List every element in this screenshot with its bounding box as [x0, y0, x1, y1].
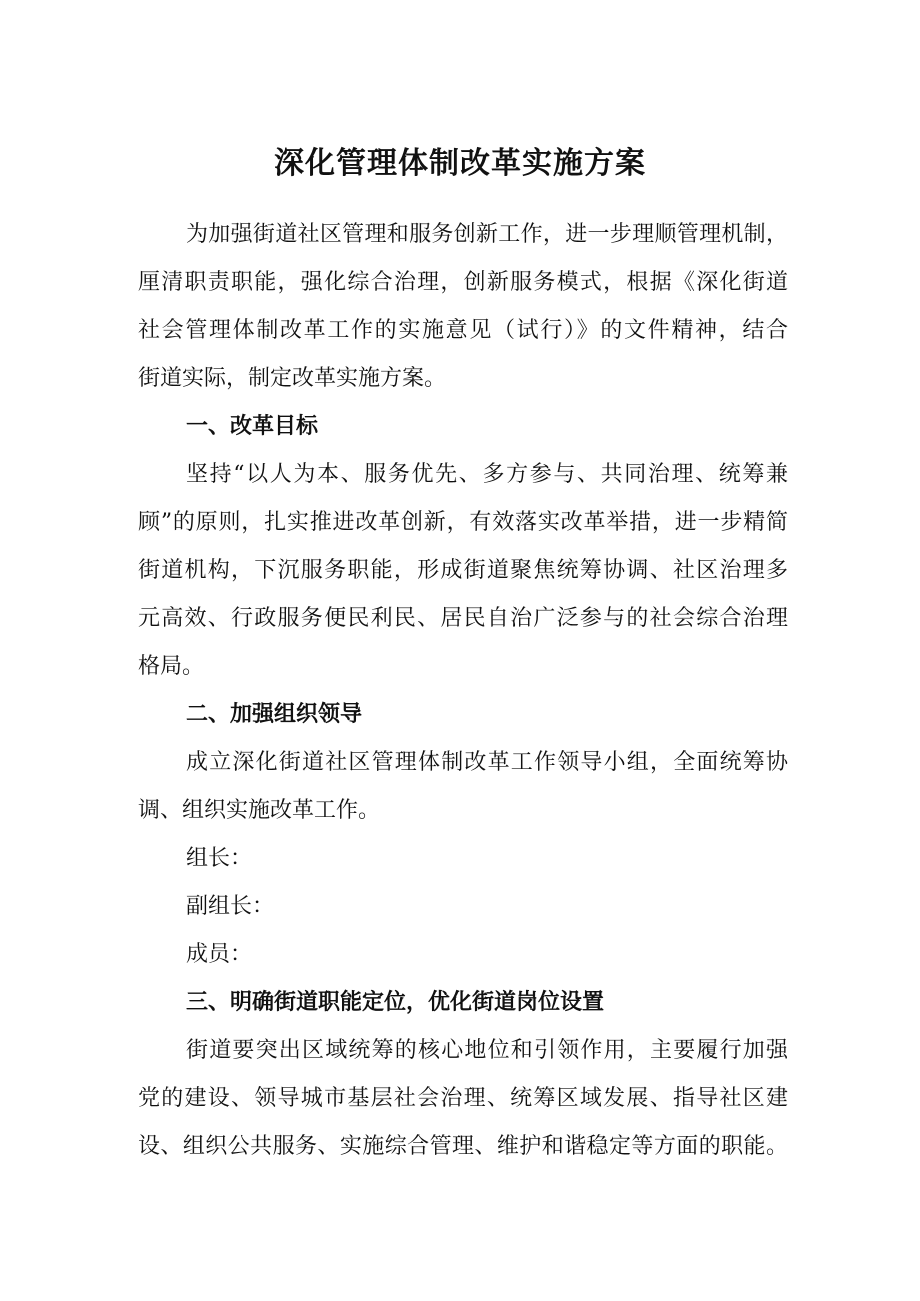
document-title: 深化管理体制改革实施方案	[274, 146, 646, 181]
section1-line-1: 坚持“以人为本、服务优先、多方参与、共同治理、统筹兼	[186, 462, 788, 487]
intro-line-2: 厘清职责职能，强化综合治理，创新服务模式，根据《深化街道	[138, 270, 788, 295]
deputy-leader-label: 副组长：	[186, 894, 275, 919]
section1-line-2: 顾”的原则，扎实推进改革创新，有效落实改革举措，进一步精简	[138, 510, 788, 535]
section1-line-4: 元高效、行政服务便民利民、居民自治广泛参与的社会综合治理	[138, 606, 788, 631]
intro-line-1: 为加强街道社区管理和服务创新工作，进一步理顺管理机制，	[186, 222, 788, 247]
section2-heading: 二、加强组织领导	[186, 702, 363, 727]
section2-line-2: 调、组织实施改革工作。	[138, 798, 381, 823]
intro-line-4: 街道实际，制定改革实施方案。	[138, 366, 447, 391]
section1-heading: 一、改革目标	[186, 414, 319, 439]
section1-line-3: 街道机构，下沉服务职能，形成街道聚焦统筹协调、社区治理多	[138, 558, 788, 583]
intro-line-3: 社会管理体制改革工作的实施意见（试行）》的文件精神，结合	[138, 318, 788, 343]
section2-line-1: 成立深化街道社区管理体制改革工作领导小组，全面统筹协	[186, 750, 788, 775]
leader-label: 组长：	[186, 846, 253, 871]
section3-heading: 三、明确街道职能定位，优化街道岗位设置	[186, 990, 605, 1015]
section3-line-3: 设、组织公共服务、实施综合管理、维护和谐稳定等方面的职能。	[138, 1134, 788, 1159]
section3-line-2: 党的建设、领导城市基层社会治理、统筹区域发展、指导社区建	[138, 1086, 788, 1111]
members-label: 成员：	[186, 942, 253, 967]
section1-line-5: 格局。	[138, 654, 205, 679]
section3-line-1: 街道要突出区域统筹的核心地位和引领作用，主要履行加强	[186, 1038, 788, 1063]
